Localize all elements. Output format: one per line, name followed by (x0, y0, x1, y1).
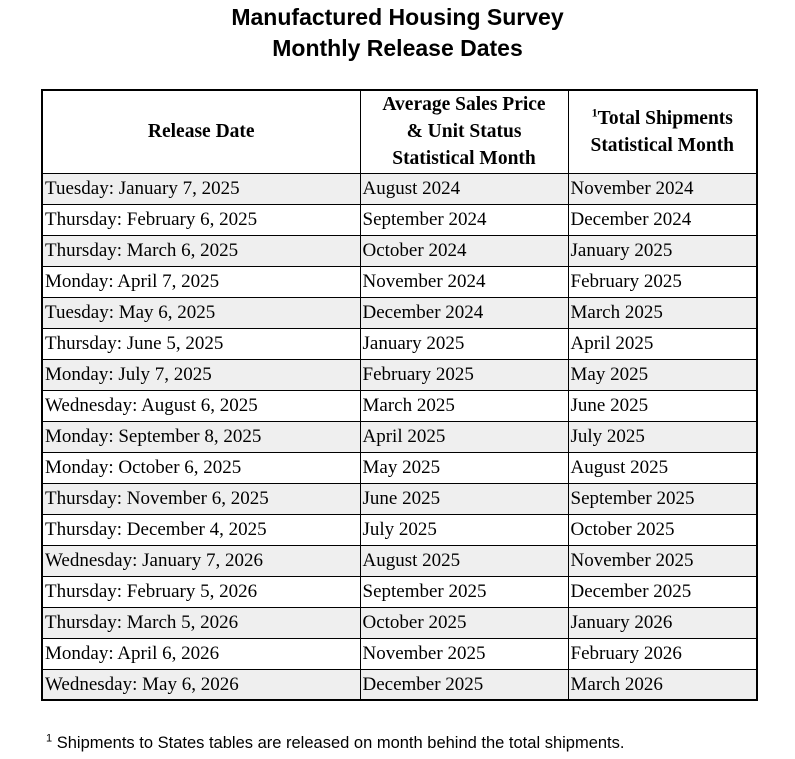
shipments-month-cell: June 2025 (568, 390, 757, 421)
shipments-month-cell: January 2025 (568, 235, 757, 266)
table-row (42, 514, 757, 545)
avg-sales-month-cell: December 2025 (360, 669, 568, 700)
footnote-text: Shipments to States tables are released on month behind the total shipments. (56, 734, 625, 752)
table-body (42, 173, 757, 700)
header-shipments-line-1: Total Shipments (597, 107, 733, 129)
footnote-number: 1 (46, 732, 53, 745)
shipments-month-cell: March 2026 (568, 669, 757, 700)
shipments-month-cell: November 2024 (568, 173, 757, 204)
title-line-2: Monthly Release Dates (272, 35, 523, 61)
release-date-cell: Thursday: November 6, 2025 (42, 483, 360, 514)
header-total-shipments (568, 90, 757, 173)
release-date-cell: Thursday: December 4, 2025 (42, 514, 360, 545)
table-row (42, 173, 757, 204)
shipments-month-cell: July 2025 (568, 421, 757, 452)
avg-sales-month-cell: September 2025 (360, 576, 568, 607)
table-row (42, 607, 757, 638)
header-avg-sales-price (360, 90, 568, 173)
release-date-cell: Thursday: March 5, 2026 (42, 607, 360, 638)
release-date-cell: Wednesday: January 7, 2026 (42, 545, 360, 576)
avg-sales-month-cell: April 2025 (360, 421, 568, 452)
avg-sales-month-cell: October 2025 (360, 607, 568, 638)
avg-sales-month-cell: December 2024 (360, 297, 568, 328)
table-row (42, 235, 757, 266)
release-date-cell: Monday: April 6, 2026 (42, 638, 360, 669)
avg-sales-month-cell: March 2025 (360, 390, 568, 421)
avg-sales-month-cell: January 2025 (360, 328, 568, 359)
title-line-1: Manufactured Housing Survey (231, 4, 564, 30)
footnote (46, 731, 624, 755)
release-date-cell: Monday: October 6, 2025 (42, 452, 360, 483)
shipments-month-cell: September 2025 (568, 483, 757, 514)
release-dates-table (41, 89, 758, 701)
release-date-cell: Thursday: February 5, 2026 (42, 576, 360, 607)
avg-sales-month-cell: August 2024 (360, 173, 568, 204)
avg-sales-month-cell: November 2025 (360, 638, 568, 669)
shipments-month-cell: August 2025 (568, 452, 757, 483)
release-date-cell: Monday: July 7, 2025 (42, 359, 360, 390)
table-row (42, 576, 757, 607)
header-avg-sales-line-1: Average Sales Price (382, 94, 546, 116)
shipments-month-cell: October 2025 (568, 514, 757, 545)
avg-sales-month-cell: November 2024 (360, 266, 568, 297)
header-avg-sales-line-2: & Unit Status (406, 121, 522, 143)
release-date-cell: Tuesday: May 6, 2025 (42, 297, 360, 328)
table-row (42, 452, 757, 483)
release-date-cell: Thursday: February 6, 2025 (42, 204, 360, 235)
release-date-cell: Thursday: June 5, 2025 (42, 328, 360, 359)
avg-sales-month-cell: June 2025 (360, 483, 568, 514)
header-shipments-line-2: Statistical Month (590, 134, 735, 156)
footnote-marker: 1 (591, 105, 598, 120)
release-date-cell: Monday: April 7, 2025 (42, 266, 360, 297)
release-date-cell: Thursday: March 6, 2025 (42, 235, 360, 266)
shipments-month-cell: March 2025 (568, 297, 757, 328)
avg-sales-month-cell: May 2025 (360, 452, 568, 483)
release-date-cell: Tuesday: January 7, 2025 (42, 173, 360, 204)
release-date-cell: Monday: September 8, 2025 (42, 421, 360, 452)
shipments-month-cell: December 2024 (568, 204, 757, 235)
shipments-month-cell: May 2025 (568, 359, 757, 390)
page-title (0, 2, 795, 64)
table-row (42, 669, 757, 700)
shipments-month-cell: January 2026 (568, 607, 757, 638)
table-row (42, 266, 757, 297)
shipments-month-cell: February 2026 (568, 638, 757, 669)
table-row (42, 297, 757, 328)
header-avg-sales-line-3: Statistical Month (392, 148, 536, 170)
shipments-month-cell: April 2025 (568, 328, 757, 359)
table-row (42, 204, 757, 235)
header-release-date: Release Date (42, 90, 360, 173)
avg-sales-month-cell: February 2025 (360, 359, 568, 390)
shipments-month-cell: December 2025 (568, 576, 757, 607)
table-row (42, 638, 757, 669)
release-date-cell: Wednesday: May 6, 2026 (42, 669, 360, 700)
table-header-row (42, 90, 757, 173)
avg-sales-month-cell: October 2024 (360, 235, 568, 266)
table-row (42, 328, 757, 359)
avg-sales-month-cell: September 2024 (360, 204, 568, 235)
table-row (42, 421, 757, 452)
release-date-cell: Wednesday: August 6, 2025 (42, 390, 360, 421)
table-row (42, 390, 757, 421)
table-row (42, 359, 757, 390)
shipments-month-cell: November 2025 (568, 545, 757, 576)
avg-sales-month-cell: July 2025 (360, 514, 568, 545)
shipments-month-cell: February 2025 (568, 266, 757, 297)
avg-sales-month-cell: August 2025 (360, 545, 568, 576)
table-row (42, 483, 757, 514)
table-row (42, 545, 757, 576)
